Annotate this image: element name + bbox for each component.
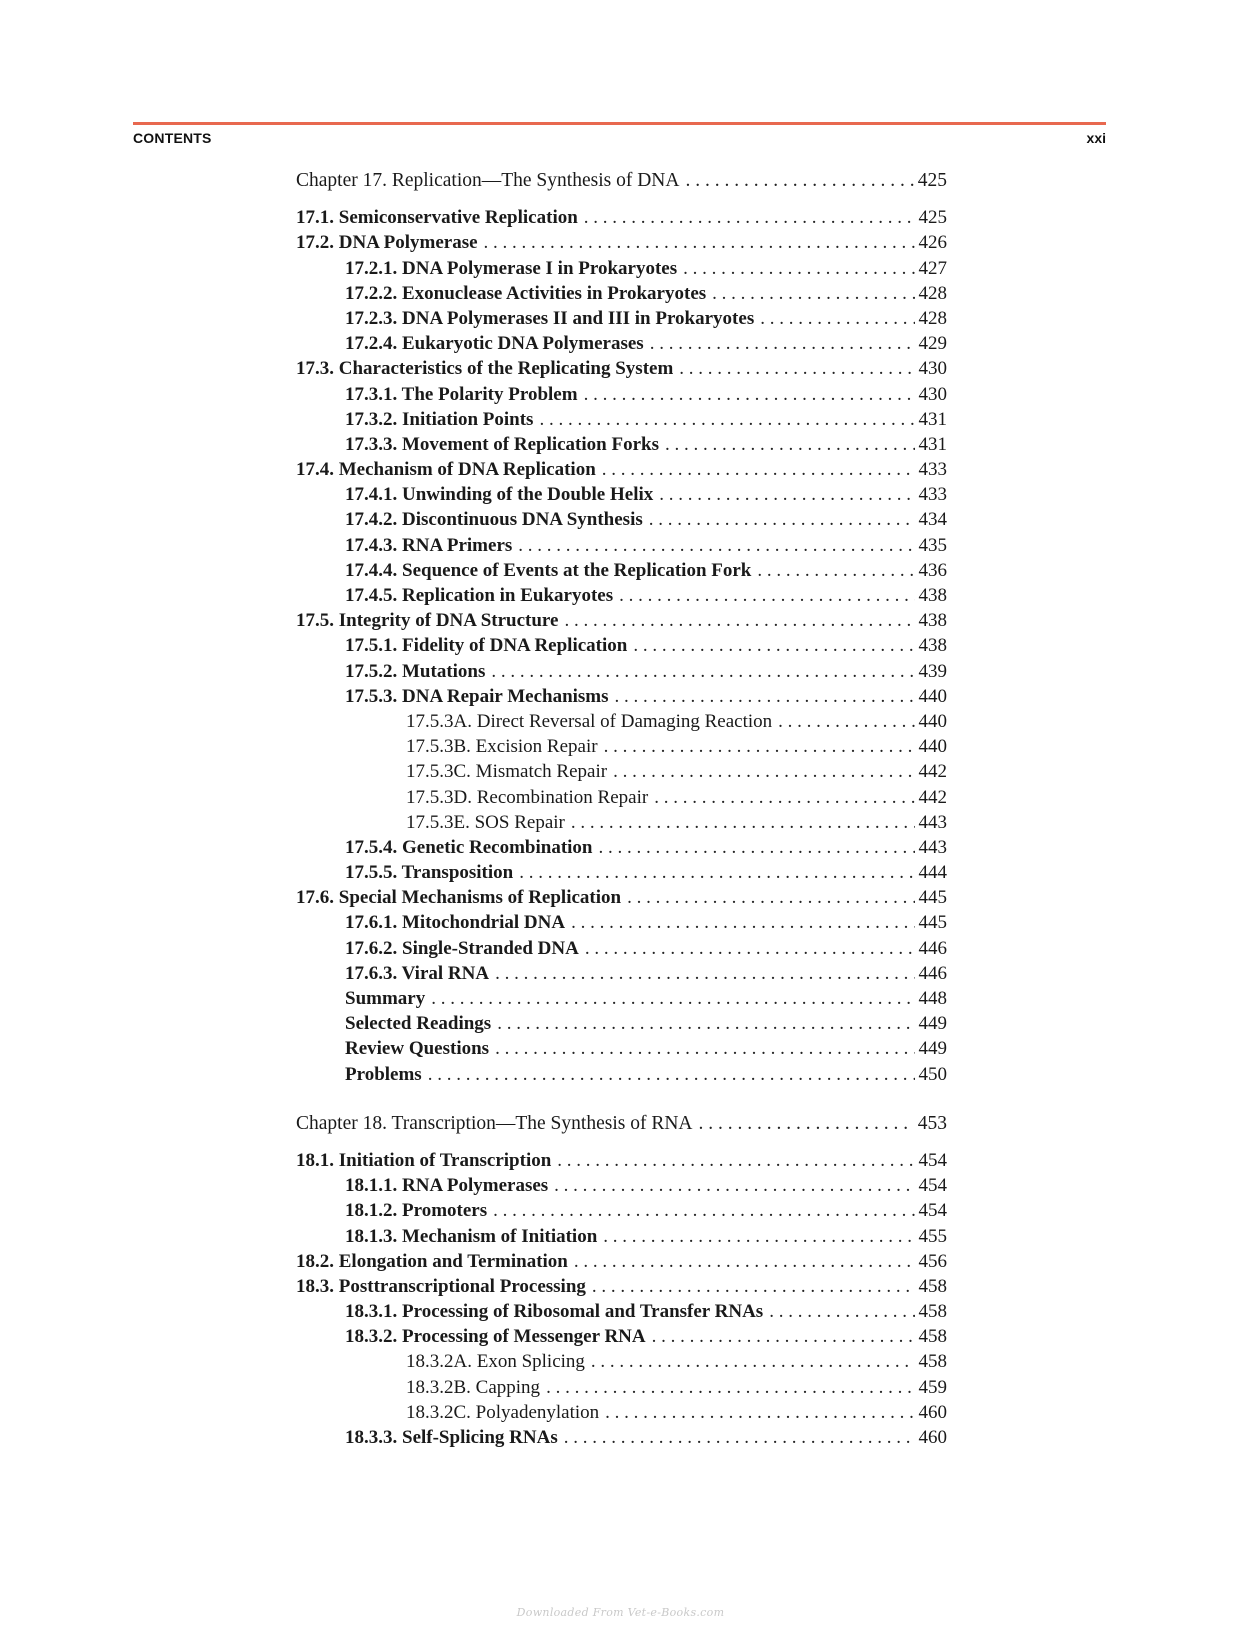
toc-entry	[296, 583, 947, 608]
toc-entry-page: 449	[918, 1038, 947, 1060]
dot-leader	[484, 230, 915, 255]
toc-entry	[296, 1299, 947, 1324]
dot-leader	[778, 709, 914, 734]
dot-leader	[650, 331, 915, 356]
chapter-heading	[296, 1111, 947, 1136]
dot-leader	[627, 885, 914, 910]
dot-leader	[665, 432, 915, 457]
toc-entry-title: 17.2.4. Eukaryotic DNA Polymerases	[345, 333, 644, 355]
toc-entry-page: 440	[918, 710, 947, 732]
toc-entry-title: 17.4.3. RNA Primers	[345, 534, 513, 556]
toc-entry-page: 445	[918, 887, 947, 909]
dot-leader	[564, 608, 914, 633]
toc-entry	[296, 1274, 947, 1299]
toc-entry	[296, 331, 947, 356]
toc-entry	[296, 1425, 947, 1450]
dot-leader	[585, 936, 915, 961]
toc-entry-page: 458	[918, 1301, 947, 1323]
toc-entry	[296, 306, 947, 331]
dot-leader	[679, 356, 914, 381]
toc-entry-page: 458	[918, 1351, 947, 1373]
dot-leader	[584, 382, 915, 407]
toc-entry	[296, 659, 947, 684]
dot-leader	[712, 281, 914, 306]
header-rule	[133, 122, 1106, 125]
toc-entry-page: 459	[918, 1376, 947, 1398]
toc-entry-title: 17.3.3. Movement of Replication Forks	[345, 433, 659, 455]
toc-entry-title: 17.4.1. Unwinding of the Double Helix	[345, 484, 654, 506]
toc-entry	[296, 1349, 947, 1374]
page-number: xxi	[1086, 130, 1106, 146]
toc-entry-title: 17.5.3A. Direct Reversal of Damaging Reaction	[406, 710, 773, 732]
toc-entry-page: 449	[918, 1013, 947, 1035]
running-head-title: CONTENTS	[133, 130, 212, 146]
toc-entry	[296, 482, 947, 507]
dot-leader	[649, 507, 915, 532]
toc-entry-title: 17.4. Mechanism of DNA Replication	[296, 459, 596, 481]
chapter-heading	[296, 168, 947, 193]
toc-entry-page: 448	[918, 988, 947, 1009]
toc-entry-page: 443	[918, 811, 947, 833]
dot-leader	[497, 1011, 914, 1036]
dot-leader	[493, 1198, 914, 1223]
toc-entry-title: 17.3. Characteristics of the Replicating System	[296, 358, 674, 380]
dot-leader	[769, 1299, 914, 1324]
dot-leader	[605, 1400, 914, 1425]
toc-entry	[296, 1224, 947, 1249]
toc-entry-title: 17.3.2. Initiation Points	[345, 408, 534, 430]
toc-entry-page: 442	[918, 786, 947, 808]
toc-entry-page: 440	[918, 736, 947, 758]
toc-entry-title: 17.5.2. Mutations	[345, 660, 486, 682]
dot-leader	[633, 633, 914, 658]
toc-entry	[296, 633, 947, 658]
dot-leader	[599, 835, 915, 860]
toc-entry-page: 444	[918, 862, 947, 884]
toc-entry	[296, 432, 947, 457]
toc-entry-title: Chapter 18. Transcription—The Synthesis of RNA	[296, 1112, 693, 1134]
toc-entry-page: 454	[918, 1200, 947, 1222]
toc-entry-title: 17.5.5. Transposition	[345, 862, 514, 884]
dot-leader	[602, 457, 915, 482]
toc-entry-title: 17.6. Special Mechanisms of Replication	[296, 887, 622, 909]
toc-entry-title: 18.3.2C. Polyadenylation	[406, 1401, 600, 1423]
toc-entry-page: 435	[918, 534, 947, 556]
chapter-spacer	[296, 193, 947, 205]
toc-entry	[296, 1011, 947, 1036]
dot-leader	[591, 1349, 915, 1374]
toc-entry-page: 425	[918, 207, 947, 229]
toc-entry-title: 17.4.5. Replication in Eukaryotes	[345, 585, 614, 606]
toc-entry	[296, 910, 947, 935]
toc-entry	[296, 1324, 947, 1349]
toc-entry-page: 436	[918, 559, 947, 581]
toc-entry	[296, 709, 947, 734]
toc-entry-title: 18.2. Elongation and Termination	[296, 1250, 568, 1272]
toc-entry	[296, 533, 947, 558]
toc-entry	[296, 205, 947, 230]
toc-entry-page: 458	[918, 1326, 947, 1348]
toc-entry-title: 17.6.1. Mitochondrial DNA	[345, 912, 566, 934]
toc-entry	[296, 382, 947, 407]
toc-entry	[296, 1173, 947, 1198]
toc-entry-title: 18.1.2. Promoters	[345, 1200, 488, 1222]
toc-entry-title: 18.3.3. Self-Splicing RNAs	[345, 1427, 558, 1448]
toc-entry-page: 450	[918, 1063, 947, 1085]
toc-entry	[296, 936, 947, 961]
toc-entry-page: 446	[918, 962, 947, 984]
table-of-contents	[296, 168, 947, 1450]
toc-entry	[296, 961, 947, 986]
toc-entry-page: 442	[918, 761, 947, 783]
dot-leader	[571, 810, 915, 835]
toc-entry-title: 17.6.2. Single-Stranded DNA	[345, 937, 579, 959]
toc-entry-page: 428	[918, 282, 947, 304]
toc-entry-page: 438	[918, 610, 947, 632]
toc-entry-title: 18.3.2B. Capping	[406, 1376, 541, 1398]
toc-entry-title: Problems	[345, 1063, 422, 1085]
toc-entry	[296, 407, 947, 432]
toc-entry-title: 17.5.4. Genetic Recombination	[345, 836, 593, 858]
toc-entry-title: 17.1. Semiconservative Replication	[296, 207, 578, 229]
toc-entry	[296, 507, 947, 532]
toc-entry-page: 425	[917, 170, 947, 191]
toc-entry-page: 454	[918, 1175, 947, 1197]
dot-leader	[519, 860, 914, 885]
toc-entry-title: 17.5.1. Fidelity of DNA Replication	[345, 635, 628, 657]
dot-leader	[592, 1274, 915, 1299]
toc-entry	[296, 608, 947, 633]
toc-entry-title: 17.4.2. Discontinuous DNA Synthesis	[345, 509, 643, 531]
chapter-spacer	[296, 1087, 947, 1111]
toc-entry-page: 430	[918, 358, 947, 380]
dot-leader	[554, 1173, 914, 1198]
toc-entry-title: 17.4.4. Sequence of Events at the Replication Fork	[345, 559, 752, 581]
toc-entry-page: 428	[918, 307, 947, 329]
toc-entry	[296, 1198, 947, 1223]
chapter-spacer	[296, 1136, 947, 1148]
toc-entry	[296, 734, 947, 759]
toc-entry-page: 433	[918, 459, 947, 481]
dot-leader	[615, 684, 915, 709]
toc-entry-title: 17.5.3C. Mismatch Repair	[406, 761, 608, 783]
dot-leader	[428, 1062, 915, 1087]
toc-entry	[296, 684, 947, 709]
toc-entry	[296, 356, 947, 381]
dot-leader	[491, 659, 914, 684]
toc-entry-page: 440	[918, 685, 947, 707]
dot-leader	[760, 306, 914, 331]
toc-entry-title: Review Questions	[345, 1038, 490, 1060]
toc-entry-page: 431	[918, 408, 947, 430]
toc-entry-title: 17.5.3E. SOS Repair	[406, 811, 565, 833]
toc-entry-title: 18.3.1. Processing of Ribosomal and Transfer RNAs	[345, 1301, 764, 1323]
toc-entry-title: Chapter 17. Replication—The Synthesis of DNA	[296, 170, 680, 191]
dot-leader	[518, 533, 914, 558]
toc-entry	[296, 230, 947, 255]
toc-entry	[296, 785, 947, 810]
toc-entry-title: 18.3.2A. Exon Splicing	[406, 1351, 585, 1373]
toc-entry-page: 453	[917, 1112, 947, 1134]
toc-entry-title: 17.3.1. The Polarity Problem	[345, 383, 578, 405]
dot-leader	[654, 785, 914, 810]
toc-entry-page: 458	[918, 1275, 947, 1297]
dot-leader	[757, 558, 914, 583]
toc-entry-page: 429	[918, 333, 947, 355]
dot-leader	[539, 407, 914, 432]
dot-leader	[603, 1224, 914, 1249]
toc-entry-title: 17.5.3. DNA Repair Mechanisms	[345, 685, 609, 707]
toc-entry	[296, 835, 947, 860]
toc-entry-title: Selected Readings	[345, 1013, 492, 1035]
toc-entry	[296, 558, 947, 583]
dot-leader	[613, 759, 914, 784]
toc-entry-page: 439	[918, 660, 947, 682]
toc-entry-title: 17.2.1. DNA Polymerase I in Prokaryotes	[345, 257, 678, 279]
toc-entry-page: 438	[918, 635, 947, 657]
dot-leader	[495, 961, 914, 986]
toc-entry-page: 427	[918, 257, 947, 279]
toc-entry	[296, 1400, 947, 1425]
toc-entry-title: 17.5.3D. Recombination Repair	[406, 786, 649, 808]
dot-leader	[652, 1324, 915, 1349]
dot-leader	[564, 1425, 915, 1450]
toc-entry	[296, 1036, 947, 1061]
toc-entry-title: 17.5.3B. Excision Repair	[406, 736, 598, 758]
toc-entry	[296, 986, 947, 1011]
toc-entry-page: 438	[918, 585, 947, 606]
toc-entry	[296, 1062, 947, 1087]
dot-leader	[431, 986, 914, 1011]
toc-entry	[296, 860, 947, 885]
toc-entry-page: 443	[918, 836, 947, 858]
toc-entry	[296, 1148, 947, 1173]
toc-entry-page: 460	[918, 1427, 947, 1448]
dot-leader	[683, 256, 914, 281]
toc-entry-page: 426	[918, 232, 947, 254]
toc-entry-title: 18.3. Posttranscriptional Processing	[296, 1275, 586, 1297]
toc-entry-page: 431	[918, 433, 947, 455]
dot-leader	[495, 1036, 914, 1061]
dot-leader	[546, 1375, 914, 1400]
toc-entry-title: 18.3.2. Processing of Messenger RNA	[345, 1326, 646, 1348]
toc-entry-page: 446	[918, 937, 947, 959]
watermark-text: Downloaded From Vet-e-Books.com	[516, 1606, 725, 1619]
toc-entry-page: 456	[918, 1250, 947, 1272]
toc-entry-title: 18.1.1. RNA Polymerases	[345, 1175, 549, 1197]
toc-entry-title: 18.1. Initiation of Transcription	[296, 1149, 552, 1171]
toc-entry-page: 445	[918, 912, 947, 934]
toc-entry-page: 454	[918, 1149, 947, 1171]
toc-entry-title: Summary	[345, 988, 426, 1009]
dot-leader	[604, 734, 915, 759]
toc-entry	[296, 759, 947, 784]
toc-entry-page: 460	[918, 1401, 947, 1423]
toc-entry-page: 430	[918, 383, 947, 405]
dot-leader	[698, 1111, 913, 1136]
dot-leader	[659, 482, 914, 507]
toc-entry	[296, 810, 947, 835]
toc-entry-title: 17.5. Integrity of DNA Structure	[296, 610, 559, 632]
toc-entry-title: 17.2.3. DNA Polymerases II and III in Prokaryotes	[345, 307, 755, 329]
dot-leader	[685, 168, 913, 193]
toc-entry-title: 17.6.3. Viral RNA	[345, 962, 490, 984]
toc-entry-page: 433	[918, 484, 947, 506]
toc-entry	[296, 1375, 947, 1400]
toc-entry-title: 18.1.3. Mechanism of Initiation	[345, 1225, 598, 1247]
toc-entry	[296, 1249, 947, 1274]
toc-entry-title: 17.2.2. Exonuclease Activities in Prokaryotes	[345, 282, 707, 304]
toc-entry-page: 434	[918, 509, 947, 531]
dot-leader	[557, 1148, 914, 1173]
toc-entry-page: 455	[918, 1225, 947, 1247]
dot-leader	[574, 1249, 915, 1274]
toc-entry	[296, 457, 947, 482]
toc-entry-title: 17.2. DNA Polymerase	[296, 232, 478, 254]
toc-entry	[296, 281, 947, 306]
dot-leader	[619, 583, 914, 608]
toc-entry	[296, 256, 947, 281]
toc-entry	[296, 885, 947, 910]
dot-leader	[584, 205, 915, 230]
dot-leader	[571, 910, 914, 935]
